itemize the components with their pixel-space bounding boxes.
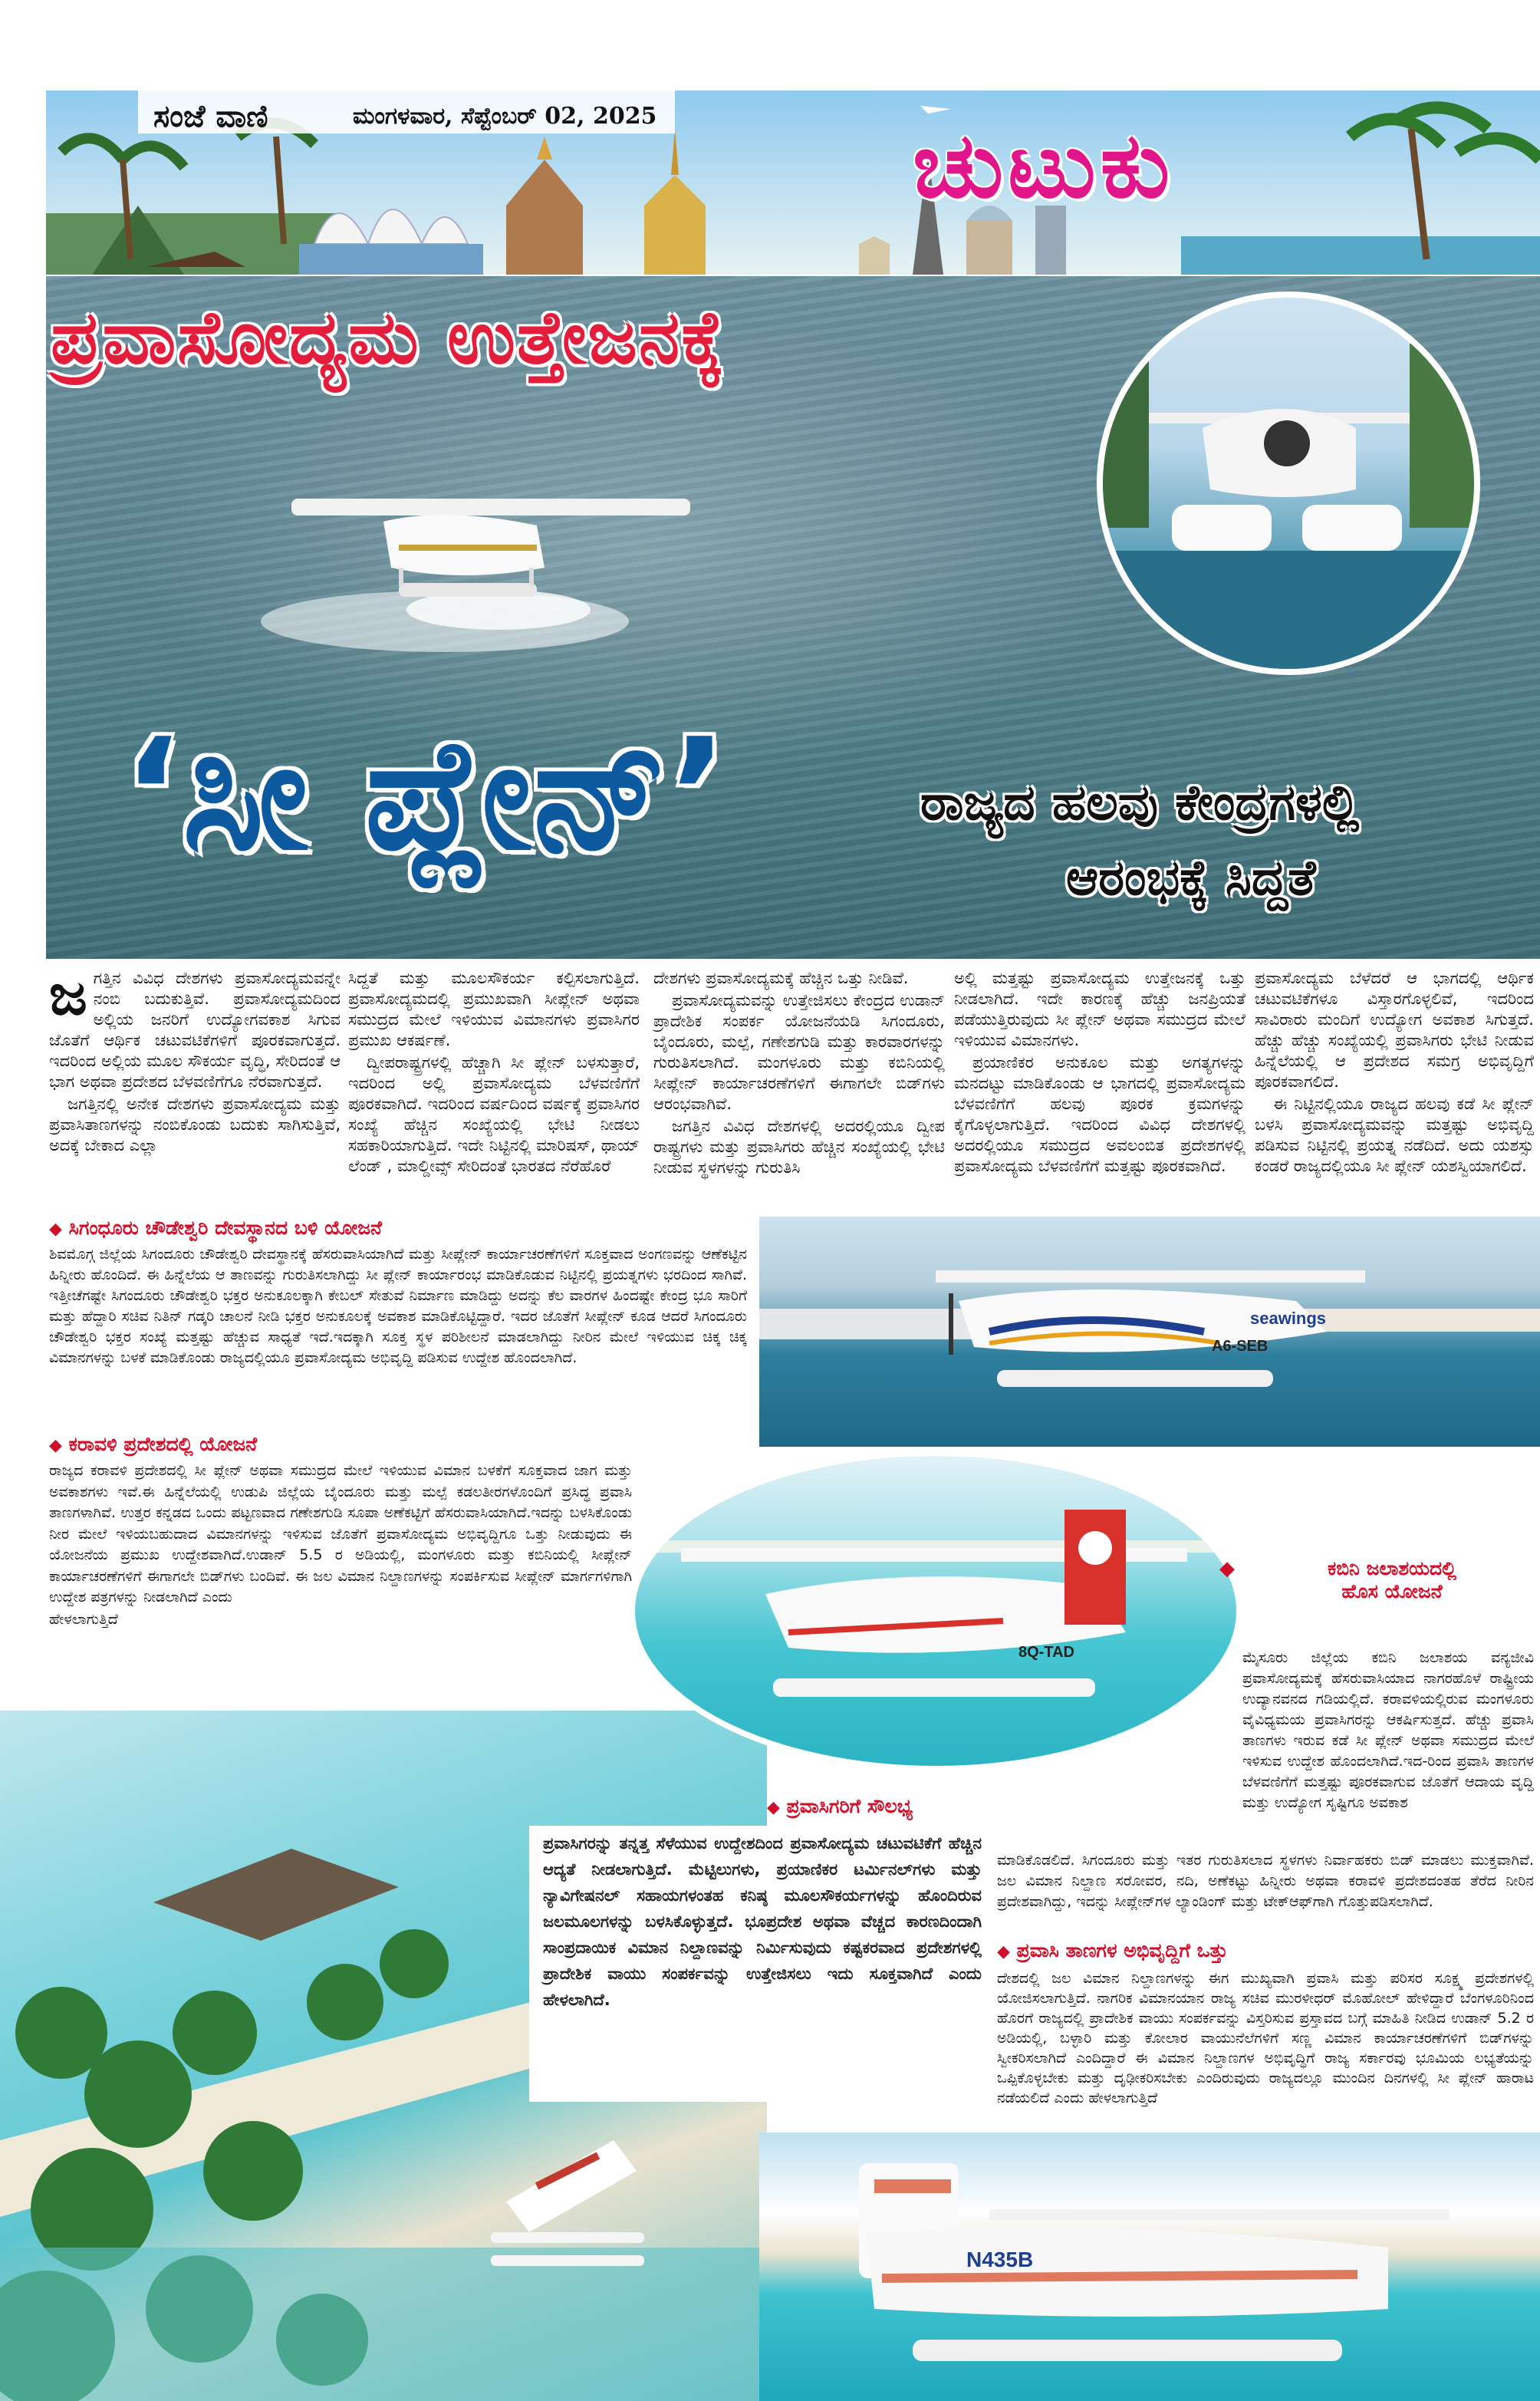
intro-column-2 bbox=[348, 968, 640, 1198]
oval-seaplane-drawing bbox=[635, 1456, 1236, 1766]
seawings-seaplane-drawing bbox=[759, 1217, 1540, 1447]
intro-paragraph: ಗತ್ತಿನ ವಿವಿಧ ದೇಶಗಳು ಪ್ರವಾಸೋದ್ಯಮವನ್ನೇ ನಂಬಿ ಬದುಕುತ್ತಿವೆ. ಪ್ರವಾಸೋದ್ಯಮದಿಂದ ಅಲ್ಲಿಯ ಜನರಿಗೆ ಉದ್ಯೋಗವಕಾಶ ಸಿಗುವ ಜೊತೆಗೆ ಆರ್ಥಿಕ ಚಟುವಟಿಕೆಗಳಿಗೆ ಪೂರಕವಾಗುತ್ತದೆ. ಇದರಿಂದ ಅಲ್ಲಿಯ ಮೂಲ ಸೌಕರ್ಯ ವೃದ್ಧಿ, ಸೇರಿದಂತೆ ಆ ಭಾಗ ಅಥವಾ ಪ್ರದೇಶದ ಬೆಳವಣಿಗೆಗೂ ನೆರವಾಗುತ್ತದೆ. bbox=[49, 969, 341, 1091]
coastal-section bbox=[49, 1433, 632, 1694]
coastal-text: ರಾಜ್ಯದ ಕರಾವಳಿ ಪ್ರದೇಶದಲ್ಲಿ ಸೀ ಪ್ಲೇನ್ ಅಥವಾ ಸಮುದ್ರದ ಮೇಲೆ ಇಳಿಯುವ ವಿಮಾನ ಬಳಕೆಗೆ ಸೂಕ್ತವಾದ ಜಾಗ ಮತ್ತು ಅವಕಾಶಗಳು ಇವೆ.ಈ ಹಿನ್ನೆಲೆಯಲ್ಲಿ ಉಡುಪಿ ಜಿಲ್ಲೆಯ ಬೈಂದೂರು ಮತ್ತು ಮಲ್ಪೆ ಕಡಲತೀರಗಳೊಂದಿಗೆ ಪ್ರಸಿದ್ಧ ಪ್ರವಾಸಿ ತಾಣಗಳಾಗಿವೆ. ಉತ್ತರ ಕನ್ನಡದ ಒಂದು ಪಟ್ಟಣವಾದ ಗಣೇಶಗುಡಿ ಸೂಪಾ ಅಣೆಕಟ್ಟಿಗೆ ಹೆಸರುವಾಸಿಯಾಗಿದೆ.ಇದನ್ನು ಬಳಸಿಕೊಂಡು ನೀರ ಮೇಲೆ ಇಳಿಯಬಹುದಾದ ವಿಮಾನಗಳನ್ನು ಇಳಿಸುವ ಜೊತೆಗೆ ಪ್ರವಾಸೋದ್ಯಮ ಅಭಿವೃದ್ದಿಗೂ ಒತ್ತು ನೀಡುವುದು ಈ ಯೋಜನೆಯ ಪ್ರಮುಖ ಉದ್ದೇಶವಾಗಿದೆ.ಉಡಾನ್ 5.5 ರ ಅಡಿಯಲ್ಲಿ, ಮಂಗಳೂರು ಮತ್ತು ಕಬಿನಿಯಲ್ಲಿ ಸೀಪ್ಲೇನ್ ಕಾರ್ಯಾಚರಣೆಗಳಿಗೆ ಈಗಾಗಲೇ ಬಿಡ್‌ಗಳು ಬಂದಿವೆ. ಈ ಜಲ ವಿಮಾನ ನಿಲ್ದಾಣಗಳನ್ನು ಸಂಪರ್ಕಿಸುವ ಸೀಪ್ಲೇನ್ ಮಾರ್ಗಗಳಿಗಾಗಿ ಉದ್ದೇಶ ಪತ್ರಗಳನ್ನು ನೀಡಲಾಗಿದೆ ಎಂದು bbox=[49, 1462, 632, 1606]
inset-seaplane-photo bbox=[1097, 291, 1480, 675]
comfort-text: ಪ್ರವಾಸಿಗರನ್ನು ತನ್ನತ್ತ ಸೆಳೆಯುವ ಉದ್ದೇಶದಿಂದ ಪ್ರವಾಸೋದ್ಯಮ ಚಟುವಟಿಕೆಗೆ ಹೆಚ್ಚಿನ ಆದ್ಯತೆ ನೀಡಲಾಗುತ್ತಿದೆ. ಮೆಟ್ಟಿಲುಗಳು, ಪ್ರಯಾಣಿಕರ ಟರ್ಮಿನಲ್‌ಗಳು ಮತ್ತು ನ್ಯಾವಿಗೇಷನಲ್ ಸಹಾಯಗಳಂತಹ ಕನಿಷ್ಠ ಮೂಲಸೌಕರ್ಯಗಳನ್ನು ಹೊಂದಿರುವ ಜಲಮೂಲಗಳನ್ನು ಬಳಸಿಕೊಳ್ಳುತ್ತದೆ. ಭೂಪ್ರದೇಶ ಅಥವಾ ವೆಚ್ಚದ ಕಾರಣದಿಂದಾಗಿ ಸಾಂಪ್ರದಾಯಿಕ ವಿಮಾನ ನಿಲ್ದಾಣವನ್ನು ನಿರ್ಮಿಸುವುದು ಕಷ್ಟಕರವಾದ ಪ್ರದೇಶಗಳಲ್ಲಿ ಪ್ರಾದೇಶಿಕ ವಾಯು ಸಂಪರ್ಕವನ್ನು ಉತ್ತೇಜಿಸಲು ಇದು ಸೂಕ್ತವಾಗಿದೆ ಎಂದು ಹೇಳಲಾಗಿದೆ. bbox=[543, 1834, 982, 2009]
plane-registration-text: N435B bbox=[966, 2248, 1034, 2271]
kabini-heading-line1: ಕಬಿನಿ ಜಲಾಶಯದಲ್ಲಿ bbox=[1327, 1557, 1456, 1579]
diamond-bullet-icon: ◆ bbox=[997, 1942, 1010, 1961]
oval-seaplane-photo bbox=[629, 1450, 1242, 1772]
intro-paragraph: ಈ ನಿಟ್ಟಿನಲ್ಲಿಯೂ ರಾಜ್ಯದ ಹಲವು ಕಡೆ ಸೀ ಪ್ಲೇನ್ ಬಳಸಿ ಪ್ರವಾಸೋದ್ಯಮವನ್ನು ಮತ್ತಷ್ಟು ಅಭಿವೃದ್ದಿ ಪಡಿಸುವ ನಿಟ್ಟಿನಲ್ಲಿ ಪ್ರಯತ್ನ ನಡೆದಿದೆ. ಅದು ಯಶಸ್ಸು ಕಂಡರೆ ರಾಜ್ಯದಲ್ಲಿಯೂ ಸೀ ಪ್ಲೇನ್ ಯಶಸ್ವಿಯಾಗಲಿದೆ. bbox=[1255, 1095, 1534, 1175]
intro-paragraph: ಪ್ರವಾಸೋದ್ಯಮ ಬೆಳೆದರೆ ಆ ಭಾಗದಲ್ಲಿ ಆರ್ಥಿಕ ಚಟುವಟಿಕೆಗಳೂ ವಿಸ್ತಾರಗೊಳ್ಳಲಿವೆ, ಇದರಿಂದ ಸಾವಿರಾರು ಮಂದಿಗೆ ಉದ್ಯೋಗ ಅವಕಾಶ ಸಿಗುತ್ತದೆ. ಹೆಚ್ಚು ಹೆಚ್ಚು ಸಂಖ್ಯೆಯಲ್ಲಿ ಪ್ರವಾಸಿಗರು ಭೇಟಿ ನೀಡುವ ಹಿನ್ನೆಲೆಯಲ್ಲಿ ಆ ಪ್ರದೇಶದ ಸಮಗ್ರ ಅಭಿವೃದ್ದಿಗೆ ಪೂರಕವಾಗಲಿದೆ. bbox=[1255, 969, 1534, 1091]
seaplane-image bbox=[245, 453, 736, 683]
kabini-heading-line2: ಹೊಸ ಯೋಜನೆ bbox=[1341, 1580, 1443, 1602]
intro-paragraph: ಜಗತ್ತಿನಲ್ಲಿ ಅನೇಕ ದೇಶಗಳು ಪ್ರವಾಸೋದ್ಯಮ ಮತ್ತು ಪ್ರವಾಸಿತಾಣಗಳನ್ನು ನಂಬಿಕೊಂಡು ಬದುಕು ಸಾಗಿಸುತ್ತಿವೆ, ಅದಕ್ಕೆ ಬೇಕಾದ ಎಲ್ಲಾ bbox=[49, 1095, 341, 1154]
kabini-heading-block bbox=[1219, 1557, 1540, 1649]
growth-heading bbox=[997, 1939, 1534, 1970]
coastal-heading bbox=[49, 1433, 632, 1456]
hero-title: ‘ಸೀ ಪ್ಲೇನ್’ bbox=[123, 706, 729, 884]
growth-text: ದೇಶದಲ್ಲಿ ಜಲ ವಿಮಾನ ನಿಲ್ದಾಣಗಳನ್ನು ಈಗ ಮುಖ್ಯವಾಗಿ ಪ್ರವಾಸಿ ಮತ್ತು ಪರಿಸರ ಸೂಕ್ಷ್ಮ ಪ್ರದೇಶಗಳಲ್ಲಿ ಯೋಜಿಸಲಾಗುತ್ತಿದೆ. ನಾಗರಿಕ ವಿಮಾನಯಾನ ರಾಜ್ಯ ಸಚಿವ ಮುರಳೀಧರ್ ಮೊಹೋಲ್ ಹೇಳಿದ್ದಾರೆ ಬೆಂಗಳೂರಿನಿಂದ ಹೊರಗೆ ರಾಜ್ಯದಲ್ಲಿ ಪ್ರಾದೇಶಿಕ ವಾಯು ಸಂಪರ್ಕವನ್ನು ವಿಸ್ತರಿಸುವ ಪ್ರಸ್ತಾವದ ಬಗ್ಗೆ ಮಾಹಿತಿ ನೀಡಿದ ಉಡಾನ್ 5.2 ರ ಅಡಿಯಲ್ಲಿ, ಬಳ್ಳಾರಿ ಮತ್ತು ಕೋಲಾರ ವಾಯುನೆಲೆಗಳಿಗೆ ಸಣ್ಣ ವಿಮಾನ ಕಾರ್ಯಾಚರಣೆಗಳಿಗೆ ಬಿಡ್‌ಗಳನ್ನು ಸ್ವೀಕರಿಸಲಾಗಿದೆ ಎಂದಿದ್ದಾರೆ ಈ ವಿಮಾನ ನಿಲ್ದಾಣಗಳ ಅಭಿವೃದ್ಧಿಗೆ ರಾಜ್ಯ ಸರ್ಕಾರವು ಭೂಮಿಯ ಲಭ್ಯತೆಯನ್ನು ಒಪ್ಪಿಕೊಳ್ಳಬೇಕು ಮತ್ತು ದೃಢೀಕರಿಸಬೇಕು ಎಂದಿರುವುದು ರಾಜ್ಯದಲ್ಲೂ ಮುಂದಿನ ದಿನಗಳಲ್ಲಿ ಸೀ ಪ್ಲೇನ್ ಹಾರಾಟ ನಡೆಯಲಿದೆ ಎಂದು ಹೇಳಲಾಗುತ್ತಿದೆ bbox=[997, 1970, 1534, 2106]
intro-column-3 bbox=[653, 968, 945, 1198]
coastal-heading-text: ಕರಾವಳಿ ಪ್ರದೇಶದಲ್ಲಿ ಯೋಜನೆ bbox=[68, 1433, 258, 1455]
hero-photo bbox=[46, 276, 1540, 959]
masthead-banner bbox=[46, 91, 1540, 275]
comfort-text-box bbox=[529, 1826, 989, 2102]
kabini-heading bbox=[1219, 1557, 1540, 1603]
section-title: ಚುಟುಕು bbox=[913, 112, 1175, 218]
sigandur-heading-text: ಸಿಗಂಧೂರು ಚೌಡೇಶ್ವರಿ ದೇವಸ್ಥಾನದ ಬಳಿ ಯೋಜನೆ bbox=[68, 1217, 383, 1239]
inset-seaplane-drawing bbox=[1103, 298, 1474, 669]
n435b-seaplane-drawing bbox=[759, 2133, 1540, 2401]
seawings-seaplane-photo bbox=[759, 1217, 1540, 1447]
intro-column-4 bbox=[954, 968, 1245, 1198]
intro-column-1 bbox=[49, 962, 341, 1198]
hero-subtitle-line2: ಆರಂಭಕ್ಕೆ ಸಿದ್ದತೆ bbox=[1066, 850, 1316, 907]
diamond-bullet-icon: ◆ bbox=[49, 1436, 62, 1455]
kabini-text: ಮೈಸೂರು ಜಿಲ್ಲೆಯ ಕಬಿನಿ ಜಲಾಶಯ ವನ್ಯಜೀವಿ ಪ್ರವಾಸೋದ್ಯಮಕ್ಕೆ ಹೆಸರುವಾಸಿಯಾದ ನಾಗರಹೊಳೆ ರಾಷ್ಟ್ರೀಯ ಉದ್ಯಾನವನದ ಗಡಿಯಲ್ಲಿದೆ. ಕರಾವಳಿಯಲ್ಲಿರುವ ಮಂಗಳೂರು ವೈವಿಧ್ಯಮಯ ಪ್ರವಾಸಿಗರನ್ನು ಆಕರ್ಷಿಸುತ್ತದೆ. ಹೆಚ್ಚು ಪ್ರವಾಸಿ ತಾಣಗಳು ಇರುವ ಕಡೆ ಸೀ ಪ್ಲೇನ್ ಅಥವಾ ಸಮುದ್ರದ ಮೇಲೆ ಇಳಿಸುವ ಉದ್ದೇಶ ಹೊಂದಲಾಗಿದೆ.ಇದ-ರಿಂದ ಪ್ರವಾಸಿ ತಾಣಗಳ ಬೆಳವಣಿಗೆಗೆ ಮತ್ತಷ್ಟು ಪೂರಕವಾಗುವ ಜೊತೆಗೆ ಆದಾಯ ವೃದ್ದಿ ಮತ್ತು ಉದ್ಯೋಗ ಸೃಷ್ಟಿಗೂ ಅವಕಾಶ bbox=[1242, 1649, 1534, 1811]
intro-paragraph: ಜಗತ್ತಿನ ವಿವಿಧ ದೇಶಗಳಲ್ಲಿ ಅದರಲ್ಲಿಯೂ ದ್ವೀಪ ರಾಷ್ಟ್ರಗಳು ಮತ್ತು ಪ್ರವಾಸಿಗರು ಹೆಚ್ಚಿನ ಸಂಖ್ಯೆಯಲ್ಲಿ ಭೇಟಿ ನೀಡುವ ಸ್ಥಳಗಳನ್ನು ಗುರುತಿಸಿ bbox=[653, 1117, 945, 1177]
sigandur-text: ಶಿವಮೊಗ್ಗ ಜಿಲ್ಲೆಯ ಸಿಗಂದೂರು ಚೌಡೇಶ್ವರಿ ದೇವಸ್ಥಾನಕ್ಕೆ ಹೆಸರುವಾಸಿಯಾಗಿದೆ ಮತ್ತು ಸೀಪ್ಲೇನ್ ಕಾರ್ಯಾಚರಣೆಗಳಿಗೆ ಸೂಕ್ತವಾದ ಅಂಗಣವನ್ನು ಆಣೆಕಟ್ಟಿನ ಹಿನ್ನೀರು ಹೊಂದಿದೆ. ಈ ಹಿನ್ನೆಲೆಯ ಆ ತಾಣವನ್ನು ಗುರುತಿಸಲಾಗಿದ್ದು ಸೀ ಪ್ಲೇನ್ ಕಾರ್ಯಾರಂಭ ಮಾಡಿಕೊಡುವ ನಿಟ್ಟಿನಲ್ಲಿ ಪ್ರಯತ್ನಗಳು ಭರದಿಂದ ಸಾಗಿವೆ. ಇತ್ತೀಚೆಗಷ್ಟೇ ಸಿಗಂದೂರು ಚೌಡೇಶ್ವರಿ ಭಕ್ತರ ಅನುಕೂಲಕ್ಕಾಗಿ ಕೇಬಲ್ ಸೇತುವೆ ನಿರ್ಮಾಣ ಮಾಡಿದ್ದು ಅದನ್ನು ಕೆಲ ವಾರಗಳ ಹಿಂದಷ್ಟೇ ಕೇಂದ್ರ ಭೂ ಸಾರಿಗೆ ಮತ್ತು ಹೆದ್ದಾರಿ ಸಚಿವ ನಿತಿನ್ ಗಡ್ಕರಿ ಚಾಲನೆ ನೀಡಿ ಭಕ್ತರ ಅನುಕೂಲಕ್ಕೆ ಅವಕಾಶ ಮಾಡಿಕೊಟ್ಟಿದ್ದಾರೆ. ಇದರ ಜೊತೆಗೆ ಸೀಪ್ಲೇನ್ ಕೂಡ ಆದರೆ ಸಿಗಂದೂರು ಚೌಡೇಶ್ವರಿ ಭಕ್ತರ ಸಂಖ್ಯೆ ಮತ್ತಷ್ಟು ಹೆಚ್ಚುವ ಸಾಧ್ಯತೆ ಇದೆ.ಇದಕ್ಕಾಗಿ ಸೂಕ್ತ ಸ್ಥಳ ಪರಿಶೀಲನೆ ಮಾಡಲಾಗಿದ್ದು ನೀರಿನ ಮೇಲೆ ಇಳಿಯುವ ಚಿಕ್ಕ ಚಿಕ್ಕ ವಿಮಾನಗಳನ್ನು ಬಳಕೆ ಮಾಡಿಕೊಂಡು ರಾಜ್ಯದಲ್ಲಿಯೂ ಪ್ರವಾಸೋದ್ಯಮ ಅಭಿವೃದ್ದಿ ಪಡಿಸುವ ಉದ್ದೇಶ ಹೊಂದಲಾಗಿದೆ. bbox=[49, 1246, 747, 1366]
intro-paragraph: ದೇಶಗಳು ಪ್ರವಾಸೋದ್ಯಮಕ್ಕೆ ಹೆಚ್ಚಿನ ಒತ್ತು ನೀಡಿವೆ. bbox=[653, 969, 909, 987]
diamond-bullet-icon: ◆ bbox=[767, 1798, 780, 1817]
intro-paragraph: ಪ್ರಯಾಣಿಕರ ಅನುಕೂಲ ಮತ್ತು ಅಗತ್ಯಗಳನ್ನು ಮನದಟ್ಟು ಮಾಡಿಕೊಂಡು ಆ ಭಾಗದಲ್ಲಿ ಪ್ರವಾಸೋದ್ಯಮ ಬೆಳವಣಿಗೆಗೆ ಹಲವು ಪೂರಕ ಕ್ರಮಗಳನ್ನು ಕೈಗೊಳ್ಳಲಾಗುತ್ತಿದೆ. ಇದರಿಂದ ವಿವಿಧ ದೇಶಗಳಲ್ಲಿ ಅದರಲ್ಲಿಯೂ ಸಮುದ್ರದ ಅವಲಂಬಿತ ಪ್ರದೇಶಗಳಲ್ಲಿ ಪ್ರವಾಸೋದ್ಯಮ ಬೆಳವಣಿಗೆಗೆ ಮತ್ತಷ್ಟು ಪೂರಕವಾಗಿದೆ. bbox=[954, 1053, 1245, 1175]
issue-date: ಮಂಗಳವಾರ, ಸೆಪ್ಟೆಂಬರ್ 02, 2025 bbox=[353, 103, 657, 130]
plane-registration-text: 8Q-TAD bbox=[1018, 1644, 1074, 1661]
newspaper-brand: ಸಂಜೆ ವಾಣಿ bbox=[153, 98, 268, 134]
plane-livery-text: seawings bbox=[1250, 1309, 1327, 1328]
intro-paragraph: ಪ್ರವಾಸೋದ್ಯಮವನ್ನು ಉತ್ತೇಜಿಸಲು ಕೇಂದ್ರದ ಉಡಾನ್ ಪ್ರಾದೇಶಿಕ ಸಂಪರ್ಕ ಯೋಜನೆಯಡಿ ಸಿಗಂದೂರು, ಬೈಂದೂರು, ಮಲ್ಪೆ, ಗಣೇಶಗುಡಿ ಮತ್ತು ಕಾರವಾರಗಳನ್ನು ಗುರುತಿಸಲಾಗಿದೆ. ಮಂಗಳೂರು ಮತ್ತು ಕಬಿನಿಯಲ್ಲಿ ಸೀಪ್ಲೇನ್ ಕಾರ್ಯಾಚರಣೆಗಳಿಗೆ ಈಗಾಗಲೇ ಬಿಡ್‌ಗಳು ಆರಂಭವಾಗಿವೆ. bbox=[653, 991, 945, 1113]
growth-heading-row bbox=[997, 1939, 1534, 1962]
coastal-text-tail: ಹೇಳಲಾಗುತ್ತಿದೆ bbox=[49, 1610, 118, 1628]
drop-cap: ಜ bbox=[49, 962, 87, 1028]
sigandur-section bbox=[49, 1217, 747, 1431]
hero-subtitle-line1: ರಾಜ್ಯದ ಹಲವು ಕೇಂದ್ರಗಳಲ್ಲಿ bbox=[920, 775, 1360, 832]
kabini-text-continued: ಮಾಡಿಕೊಡಲಿದೆ. ಸಿಗಂದೂರು ಮತ್ತು ಇತರ ಗುರುತಿಸಲಾದ ಸ್ಥಳಗಳು ನಿರ್ವಾಹಕರು ಬಿಡ್ ಮಾಡಲು ಮುಕ್ತವಾಗಿವೆ. ಜಲ ವಿಮಾನ ನಿಲ್ದಾಣ ಸರೋವರ, ನದಿ, ಅಣೆಕಟ್ಟು ಹಿನ್ನೀರು ಅಥವಾ ಕರಾವಳಿ ಪ್ರದೇಶದಂತಹ ತೆರೆದ ನೀರಿನ ಪ್ರದೇಶವಾಗಿದ್ದು, ಇದನ್ನು ಸೀಪ್ಲೇನ್‌ಗಳ ಲ್ಯಾಂಡಿಂಗ್ ಮತ್ತು ಟೇಕ್‌ಆಫ್‌ಗಾಗಿ ಗೊತ್ತುಪಡಿಸಲಾಗಿದೆ. bbox=[997, 1852, 1534, 1910]
plane-registration-text: A6-SEB bbox=[1212, 1338, 1269, 1355]
growth-heading-text: ಪ್ರವಾಸಿ ತಾಣಗಳ ಅಭಿವೃದ್ದಿಗೆ ಒತ್ತು bbox=[1016, 1939, 1228, 1961]
n435b-seaplane-photo bbox=[759, 2133, 1540, 2401]
comfort-heading bbox=[767, 1795, 997, 1826]
intro-column-5 bbox=[1255, 968, 1534, 1198]
intro-paragraph: ಅಲ್ಲಿ ಮತ್ತಷ್ಟು ಪ್ರವಾಸೋದ್ಯಮ ಉತ್ತೇಜನಕ್ಕೆ ಒತ್ತು ನೀಡಲಾಗಿದೆ. ಇದೇ ಕಾರಣಕ್ಕೆ ಹೆಚ್ಚು ಜನಪ್ರಿಯತೆ ಪಡೆಯುತ್ತಿರುವುದು ಸೀ ಪ್ಲೇನ್ ಅಥವಾ ಸಮುದ್ರದ ಮೇಲೆ ಇಳಿಯುವ ವಿಮಾನಗಳು. bbox=[954, 969, 1245, 1049]
intro-paragraph: ಸಿದ್ದತೆ ಮತ್ತು ಮೂಲಸೌಕರ್ಯ ಕಲ್ಪಿಸಲಾಗುತ್ತಿದೆ. ಪ್ರವಾಸೋದ್ಯಮದಲ್ಲಿ ಪ್ರಮುಖವಾಗಿ ಸೀಪ್ಲೇನ್ ಅಥವಾ ಸಮುದ್ರದ ಮೇಲೆ ಇಳಿಯುವ ವಿಮಾನಗಳು ಪ್ರವಾಸಿಗರ ಪ್ರಮುಖ ಆಕರ್ಷಣೆ. bbox=[348, 969, 640, 1049]
diamond-bullet-icon: ◆ bbox=[1219, 1557, 1235, 1580]
diamond-bullet-icon: ◆ bbox=[49, 1220, 62, 1239]
sigandur-heading bbox=[49, 1217, 747, 1240]
hero-headline: ಪ್ರವಾಸೋದ್ಯಮ ಉತ್ತೇಜನಕ್ಕೆ bbox=[51, 295, 726, 380]
comfort-heading-text: ಪ್ರವಾಸಿಗರಿಗೆ ಸೌಲಭ್ಯ bbox=[786, 1795, 913, 1817]
intro-paragraph: ದ್ವೀಪರಾಷ್ಟ್ರಗಳಲ್ಲಿ ಹೆಚ್ಚಾಗಿ ಸೀ ಪ್ಲೇನ್ ಬಳಸುತ್ತಾರೆ, ಇದರಿಂದ ಅಲ್ಲಿ ಪ್ರವಾಸೋದ್ಯಮ ಬೆಳವಣಿಗೆಗೆ ಪೂರಕವಾಗಿದೆ. ಇದರಿಂದ ವರ್ಷದಿಂದ ವರ್ಷಕ್ಕೆ ಪ್ರವಾಸಿಗರ ಸಂಖ್ಯೆ ಹೆಚ್ಚಿನ ಸಂಖ್ಯೆಯಲ್ಲಿ ಭೇಟಿ ನೀಡಲು ಸಹಕಾರಿಯಾಗುತ್ತಿದೆ. ಇದೇ ನಿಟ್ಟಿನಲ್ಲಿ ಮಾರಿಷಸ್, ಥಾಯ್ ಲೆಂಡ್ , ಮಾಲ್ಡೀವ್ಸ್ ಸೇರಿದಂತೆ ಭಾರತದ ನೆರೆಹೊರೆ bbox=[348, 1053, 640, 1175]
comfort-heading-row bbox=[767, 1795, 997, 1818]
